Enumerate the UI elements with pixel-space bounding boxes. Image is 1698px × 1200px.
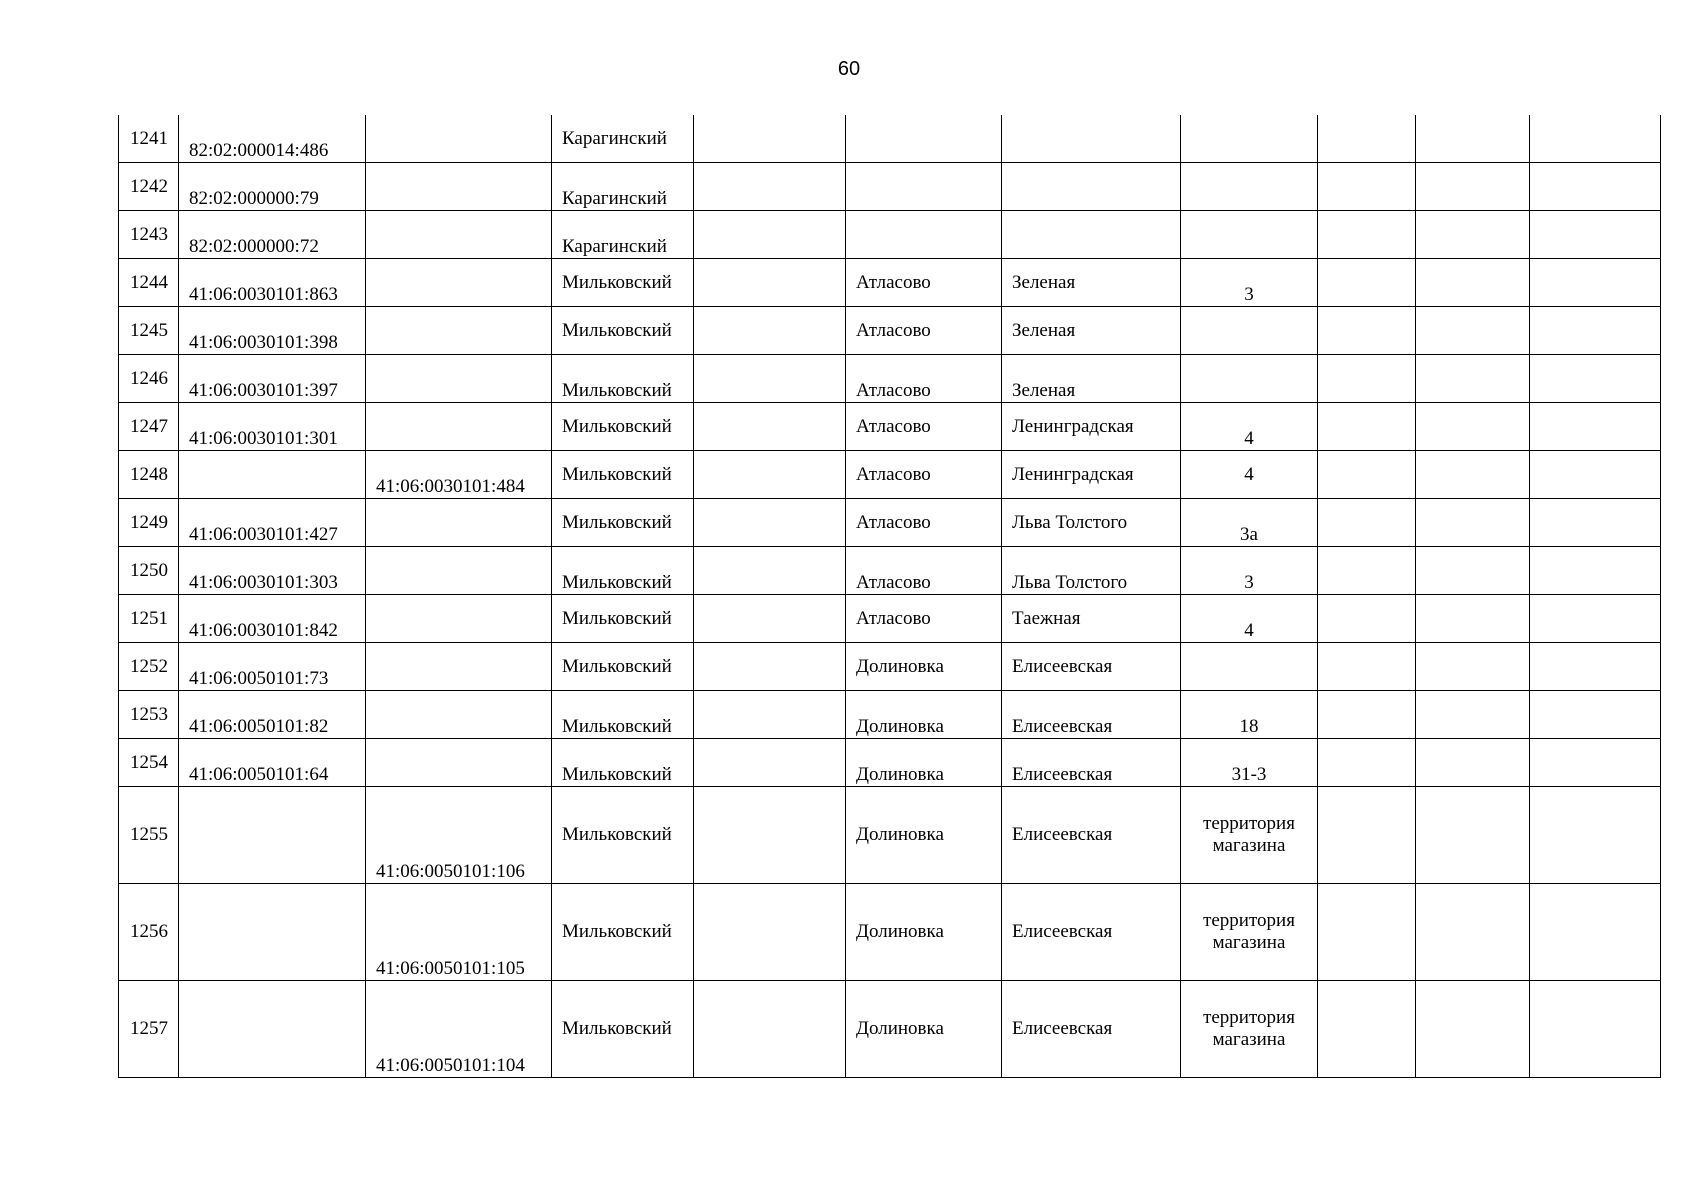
empty-cell [1416,403,1530,451]
empty-cell [1530,259,1661,307]
house-cell [1181,355,1318,403]
empty-cell [1530,355,1661,403]
empty-cell [694,595,846,643]
table-row [119,595,1661,643]
parent-cadastral-number-cell: 41:06:0050101:104 [366,981,552,1078]
empty-cell [1530,403,1661,451]
empty-cell [694,163,846,211]
parent-cadastral-number-cell [366,643,552,691]
cadastral-number-cell [179,451,366,499]
row-number-cell: 1251 [119,595,179,643]
empty-cell [694,981,846,1078]
empty-cell [1318,403,1416,451]
parent-cadastral-number-cell [366,259,552,307]
row-number-cell: 1255 [119,787,179,884]
empty-cell [1416,163,1530,211]
empty-cell [1416,259,1530,307]
settlement-cell: Атласово [846,451,1002,499]
empty-cell [1530,884,1661,981]
empty-cell [1530,691,1661,739]
settlement-cell: Атласово [846,595,1002,643]
empty-cell [1416,739,1530,787]
parent-cadastral-number-cell [366,355,552,403]
settlement-cell: Атласово [846,499,1002,547]
row-number-cell: 1252 [119,643,179,691]
empty-cell [1416,691,1530,739]
row-number-cell: 1256 [119,884,179,981]
empty-cell [694,355,846,403]
empty-cell [1530,739,1661,787]
empty-cell [1530,595,1661,643]
empty-cell [1530,115,1661,163]
table-row [119,884,1661,981]
row-number-cell: 1254 [119,739,179,787]
house-cell: территория магазина [1181,787,1318,884]
street-cell: Зеленая [1002,259,1181,307]
house-cell: 3а [1181,499,1318,547]
district-cell: Мильковский [552,787,694,884]
house-cell: 3 [1181,259,1318,307]
street-cell: Елисеевская [1002,981,1181,1078]
cadastral-number-cell: 41:06:0030101:397 [179,355,366,403]
empty-cell [1530,643,1661,691]
empty-cell [1530,547,1661,595]
settlement-cell: Долиновка [846,739,1002,787]
settlement-cell: Долиновка [846,643,1002,691]
empty-cell [1318,547,1416,595]
street-cell: Ленинградская [1002,403,1181,451]
empty-cell [694,451,846,499]
district-cell: Мильковский [552,307,694,355]
empty-cell [1318,643,1416,691]
cadastral-number-cell [179,981,366,1078]
empty-cell [1530,211,1661,259]
row-number-cell: 1253 [119,691,179,739]
table-row [119,211,1661,259]
district-cell: Карагинский [552,211,694,259]
empty-cell [1318,981,1416,1078]
table-row [119,307,1661,355]
empty-cell [1318,355,1416,403]
empty-cell [1530,787,1661,884]
district-cell: Мильковский [552,981,694,1078]
row-number-cell: 1250 [119,547,179,595]
empty-cell [1318,787,1416,884]
street-cell: Елисеевская [1002,691,1181,739]
table-row [119,499,1661,547]
house-cell: территория магазина [1181,981,1318,1078]
cadastral-number-cell: 41:06:0030101:842 [179,595,366,643]
empty-cell [1318,307,1416,355]
cadastral-number-cell [179,787,366,884]
row-number-cell: 1244 [119,259,179,307]
empty-cell [1416,307,1530,355]
row-number-cell: 1241 [119,115,179,163]
street-cell: Елисеевская [1002,643,1181,691]
settlement-cell [846,163,1002,211]
street-cell: Таежная [1002,595,1181,643]
street-cell: Зеленая [1002,307,1181,355]
empty-cell [1416,884,1530,981]
district-cell: Мильковский [552,547,694,595]
parent-cadastral-number-cell [366,403,552,451]
district-cell: Мильковский [552,643,694,691]
row-number-cell: 1245 [119,307,179,355]
parent-cadastral-number-cell [366,307,552,355]
table-row [119,691,1661,739]
house-cell: 3 [1181,547,1318,595]
district-cell: Карагинский [552,115,694,163]
street-cell [1002,163,1181,211]
settlement-cell: Долиновка [846,884,1002,981]
district-cell: Мильковский [552,451,694,499]
empty-cell [1318,739,1416,787]
settlement-cell: Атласово [846,547,1002,595]
empty-cell [694,211,846,259]
empty-cell [1318,163,1416,211]
street-cell: Ленинградская [1002,451,1181,499]
table-row [119,981,1661,1078]
empty-cell [694,884,846,981]
empty-cell [1530,499,1661,547]
settlement-cell [846,115,1002,163]
street-cell: Елисеевская [1002,884,1181,981]
house-cell [1181,115,1318,163]
empty-cell [694,307,846,355]
empty-cell [694,259,846,307]
district-cell: Мильковский [552,595,694,643]
parent-cadastral-number-cell [366,211,552,259]
house-cell: территория магазина [1181,884,1318,981]
street-cell: Елисеевская [1002,787,1181,884]
street-cell [1002,211,1181,259]
row-number-cell: 1247 [119,403,179,451]
empty-cell [1318,691,1416,739]
empty-cell [1530,163,1661,211]
parent-cadastral-number-cell [366,595,552,643]
empty-cell [694,403,846,451]
settlement-cell: Атласово [846,403,1002,451]
settlement-cell: Атласово [846,259,1002,307]
empty-cell [1416,643,1530,691]
table-row [119,259,1661,307]
street-cell [1002,115,1181,163]
empty-cell [694,643,846,691]
table-row [119,451,1661,499]
district-cell: Карагинский [552,163,694,211]
district-cell: Мильковский [552,259,694,307]
district-cell: Мильковский [552,403,694,451]
parent-cadastral-number-cell [366,115,552,163]
empty-cell [1416,451,1530,499]
empty-cell [1530,307,1661,355]
empty-cell [1416,499,1530,547]
registry-table [118,115,1661,1078]
parent-cadastral-number-cell [366,691,552,739]
parent-cadastral-number-cell [366,163,552,211]
settlement-cell: Атласово [846,307,1002,355]
empty-cell [1318,499,1416,547]
street-cell: Льва Толстого [1002,547,1181,595]
district-cell: Мильковский [552,691,694,739]
house-cell: 4 [1181,403,1318,451]
empty-cell [694,691,846,739]
table-row [119,643,1661,691]
table-row [119,739,1661,787]
empty-cell [694,499,846,547]
empty-cell [694,547,846,595]
house-cell [1181,163,1318,211]
cadastral-number-cell: 41:06:0030101:427 [179,499,366,547]
house-cell [1181,643,1318,691]
parent-cadastral-number-cell: 41:06:0050101:105 [366,884,552,981]
page-number: 60 [837,58,861,80]
settlement-cell: Долиновка [846,981,1002,1078]
settlement-cell [846,211,1002,259]
empty-cell [1416,355,1530,403]
row-number-cell: 1246 [119,355,179,403]
cadastral-number-cell: 82:02:000000:72 [179,211,366,259]
parent-cadastral-number-cell [366,547,552,595]
house-cell [1181,307,1318,355]
district-cell: Мильковский [552,884,694,981]
empty-cell [1318,115,1416,163]
empty-cell [1416,211,1530,259]
house-cell: 31-3 [1181,739,1318,787]
street-cell: Елисеевская [1002,739,1181,787]
empty-cell [1318,595,1416,643]
district-cell: Мильковский [552,355,694,403]
row-number-cell: 1249 [119,499,179,547]
district-cell: Мильковский [552,739,694,787]
cadastral-number-cell: 41:06:0050101:73 [179,643,366,691]
empty-cell [1416,547,1530,595]
cadastral-number-cell [179,884,366,981]
house-cell: 4 [1181,451,1318,499]
empty-cell [1416,115,1530,163]
parent-cadastral-number-cell: 41:06:0050101:106 [366,787,552,884]
street-cell: Льва Толстого [1002,499,1181,547]
cadastral-number-cell: 41:06:0030101:303 [179,547,366,595]
settlement-cell: Долиновка [846,787,1002,884]
parent-cadastral-number-cell [366,739,552,787]
empty-cell [1318,884,1416,981]
empty-cell [694,115,846,163]
empty-cell [1530,981,1661,1078]
empty-cell [1416,595,1530,643]
row-number-cell: 1257 [119,981,179,1078]
table-row [119,163,1661,211]
row-number-cell: 1243 [119,211,179,259]
cadastral-number-cell: 82:02:000000:79 [179,163,366,211]
row-number-cell: 1248 [119,451,179,499]
cadastral-number-cell: 41:06:0050101:82 [179,691,366,739]
cadastral-number-cell: 82:02:000014:486 [179,115,366,163]
table-row [119,787,1661,884]
empty-cell [1416,981,1530,1078]
cadastral-number-cell: 41:06:0030101:863 [179,259,366,307]
house-cell: 18 [1181,691,1318,739]
settlement-cell: Долиновка [846,691,1002,739]
empty-cell [1318,259,1416,307]
cadastral-number-cell: 41:06:0030101:301 [179,403,366,451]
house-cell: 4 [1181,595,1318,643]
row-number-cell: 1242 [119,163,179,211]
empty-cell [1318,211,1416,259]
cadastral-number-cell: 41:06:0030101:398 [179,307,366,355]
cadastral-number-cell: 41:06:0050101:64 [179,739,366,787]
empty-cell [1416,787,1530,884]
table-row [119,403,1661,451]
empty-cell [1318,451,1416,499]
table-row [119,355,1661,403]
settlement-cell: Атласово [846,355,1002,403]
district-cell: Мильковский [552,499,694,547]
empty-cell [694,739,846,787]
empty-cell [1530,451,1661,499]
street-cell: Зеленая [1002,355,1181,403]
table-row [119,547,1661,595]
table-body [119,115,1661,1078]
house-cell [1181,211,1318,259]
empty-cell [694,787,846,884]
table-row [119,115,1661,163]
parent-cadastral-number-cell [366,499,552,547]
parent-cadastral-number-cell: 41:06:0030101:484 [366,451,552,499]
